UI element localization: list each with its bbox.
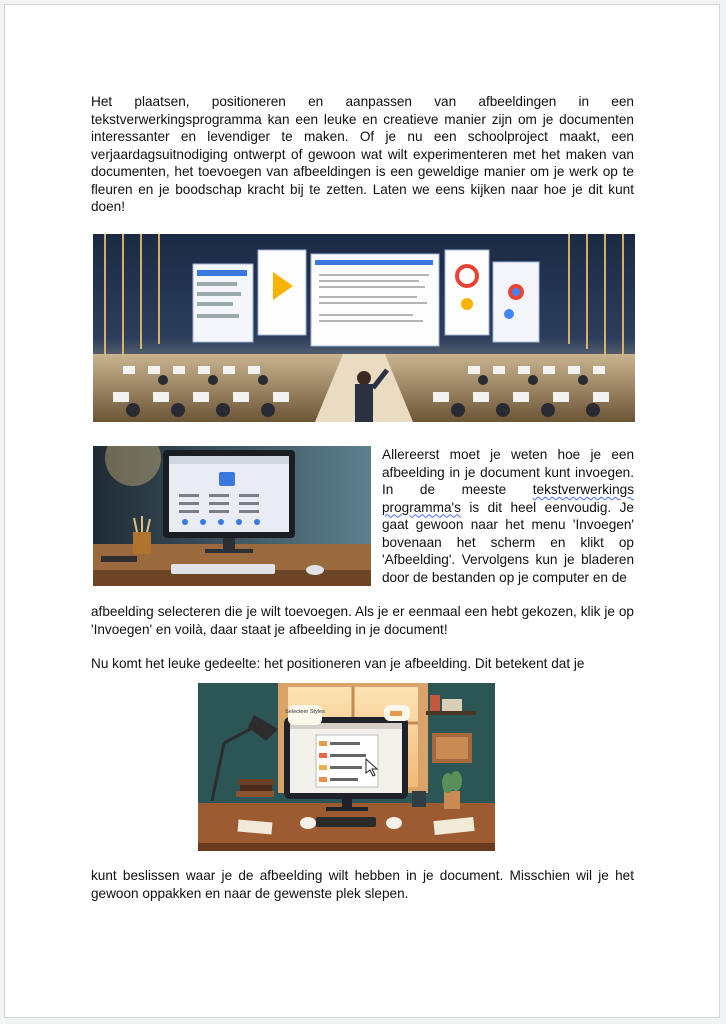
desk-monitor-image bbox=[93, 446, 371, 586]
bubble-label: Selecteer Styles bbox=[285, 709, 325, 715]
desk-monitor-illustration[interactable] bbox=[93, 446, 371, 586]
paragraph-insert-part-1: Allereerst moet je weten hoe je een afbeelding in je document kunt invoegen. In de meeste bbox=[382, 447, 634, 497]
paragraph-insert-part-2: is dit heel eenvoudig. Je gaat gewoon naar het menu 'Invoegen' bovenaan het scherm en klikt op 'Afbeelding'. Vervolgens kun je bladeren door de bestanden op je computer en de bbox=[382, 499, 634, 585]
classroom-image bbox=[93, 234, 635, 422]
paragraph-insert bbox=[382, 446, 634, 586]
paragraph-insert-continued: afbeelding selecteren die je wilt toevoegen. Als je er eenmaal een hebt gekozen, klik je op 'Invoegen' en voilà, daar staat je afbeelding in je document! bbox=[91, 604, 634, 637]
document-page bbox=[4, 4, 720, 1018]
classroom-illustration[interactable] bbox=[93, 234, 635, 422]
spellcheck-flagged-text[interactable]: tekstverwerkings programma's bbox=[382, 482, 634, 515]
styles-menu-illustration[interactable] bbox=[198, 683, 495, 851]
styles-menu-image bbox=[198, 683, 495, 851]
paragraph-positioning: Nu komt het leuke gedeelte: het positioneren van je afbeelding. Dit betekent dat je bbox=[91, 656, 585, 671]
paragraph-intro: Het plaatsen, positioneren en aanpassen van afbeeldingen in een tekstverwerkingsprogramma kan een leuke en creatieve manier zijn om je documenten interessanter en levendiger te maken. Of je nu een schoolproject maakt, een verjaardagsuitnodiging ontwerpt of gewoon wat wilt experimenteren met het maken van documenten, het toevoegen van afbeeldingen is een geweldige manier om je werk op te fleuren en je boodschap kracht bij te zetten. Laten we eens kijken naar hoe je dit kunt doen! bbox=[91, 94, 634, 214]
paragraph-drag: kunt beslissen waar je de afbeelding wilt hebben in je document. Misschien wil je het gewoon oppakken en naar de gewenste plek slepen. bbox=[91, 868, 634, 901]
